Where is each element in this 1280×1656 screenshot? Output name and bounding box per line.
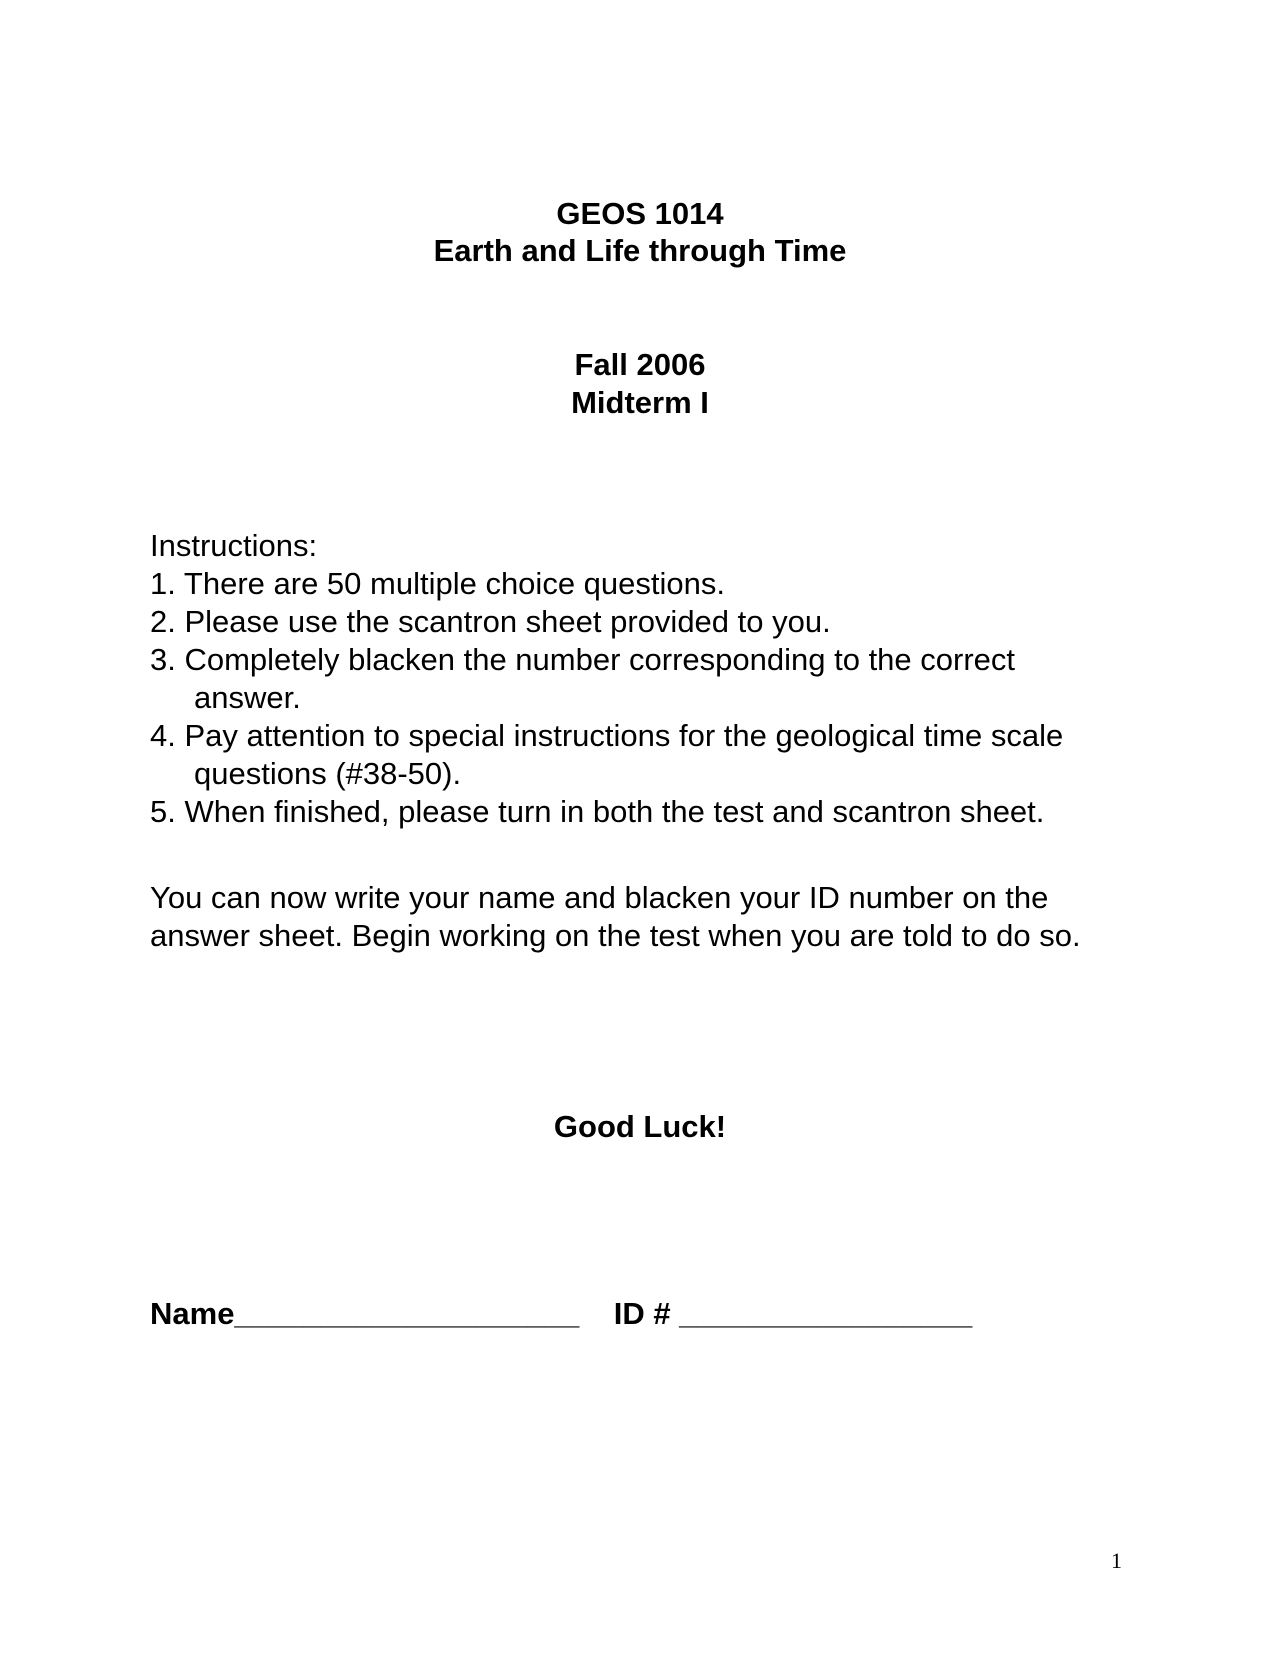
page-number: 1	[1111, 1548, 1122, 1573]
course-title: Earth and Life through Time	[433, 233, 847, 268]
id-field: ID # _________________	[613, 1296, 973, 1331]
instructions-note: You can now write your name and blacken your ID number on the answer sheet. Begin working on the test when you are told to do so.	[150, 880, 1081, 953]
instruction-item: 2. Please use the scantron sheet provided to you.	[150, 604, 831, 639]
instructions-section	[150, 527, 1130, 831]
exam-name: Midterm I	[571, 385, 709, 420]
exam-term: Fall 2006	[574, 347, 706, 382]
instruction-item: 5. When finished, please turn in both the test and scantron sheet.	[150, 794, 1045, 829]
instruction-item: 3. Completely blacken the number corresponding to the correct answer.	[150, 642, 1016, 715]
good-luck-text: Good Luck!	[553, 1109, 727, 1144]
signature-line	[150, 1295, 972, 1333]
instruction-item: 1. There are 50 multiple choice questions.	[150, 566, 725, 601]
instructions-heading: Instructions:	[150, 528, 318, 563]
course-code: GEOS 1014	[556, 196, 724, 231]
instruction-item: 4. Pay attention to special instructions for the geological time scale questions (#38-50).	[150, 718, 1064, 791]
name-field: Name____________________	[150, 1296, 580, 1331]
